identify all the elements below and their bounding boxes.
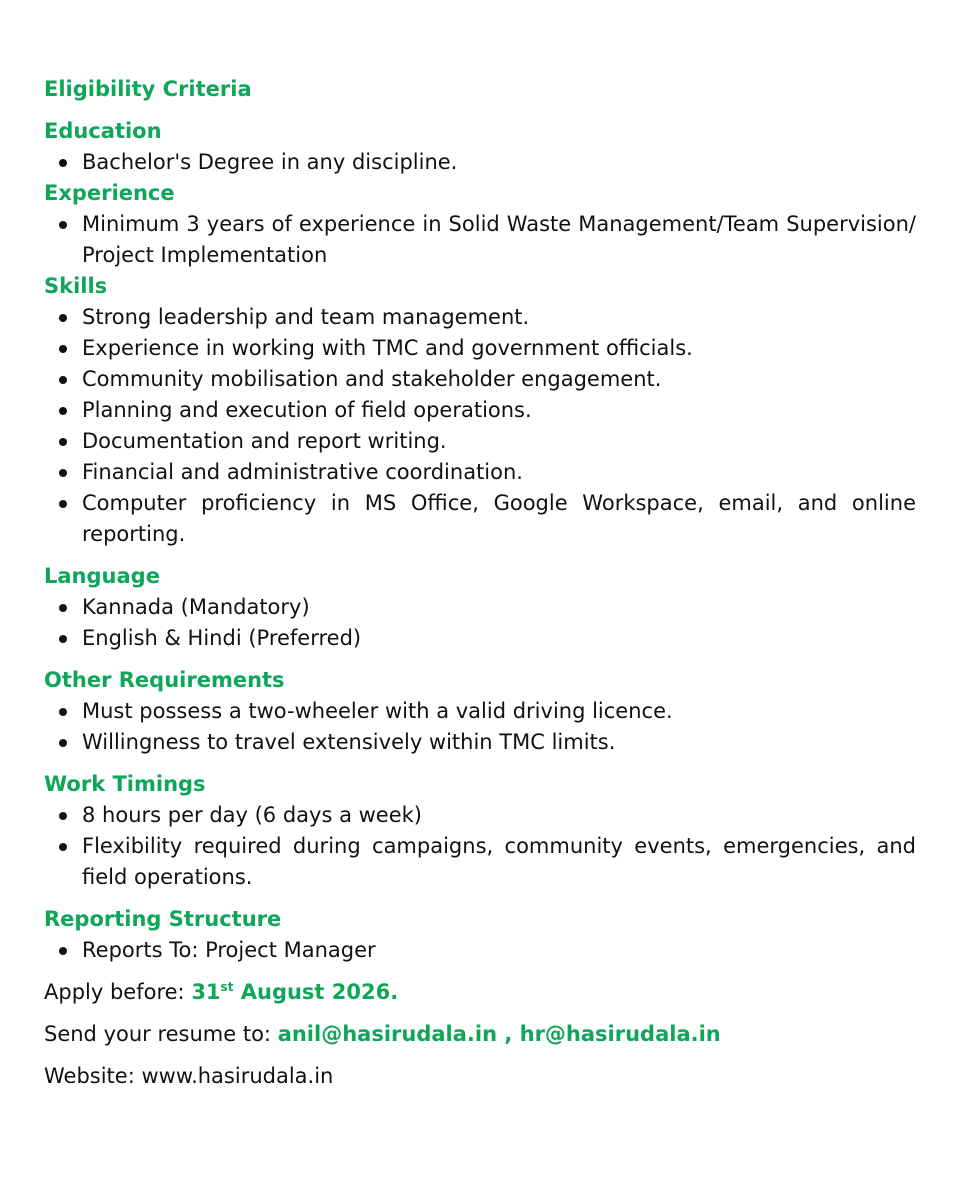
list-item: Strong leadership and team management. bbox=[44, 302, 916, 333]
skills-heading: Skills bbox=[44, 274, 108, 298]
other-requirements-list bbox=[44, 696, 916, 758]
skills-list bbox=[44, 302, 916, 550]
list-item: Financial and administrative coordination. bbox=[44, 457, 916, 488]
reporting-list bbox=[44, 935, 916, 966]
list-item: 8 hours per day (6 days a week) bbox=[44, 800, 916, 831]
reporting-heading: Reporting Structure bbox=[44, 907, 282, 931]
list-item: Reports To: Project Manager bbox=[44, 935, 916, 966]
eligibility-title: Eligibility Criteria bbox=[44, 77, 252, 101]
work-timings-section bbox=[44, 769, 916, 893]
other-requirements-section bbox=[44, 665, 916, 758]
other-requirements-heading: Other Requirements bbox=[44, 668, 285, 692]
apply-before-line bbox=[44, 977, 916, 1008]
skills-section bbox=[44, 271, 916, 550]
deadline-month-year: August 2026. bbox=[233, 980, 399, 1004]
list-item: English & Hindi (Preferred) bbox=[44, 623, 916, 654]
website-link[interactable]: www.hasirudala.in bbox=[141, 1064, 334, 1088]
eligibility-content bbox=[44, 74, 916, 1103]
send-resume-line bbox=[44, 1019, 916, 1050]
language-section bbox=[44, 561, 916, 654]
work-timings-list bbox=[44, 800, 916, 893]
list-item: Minimum 3 years of experience in Solid Waste Management/Team Supervision/ Project Implementation bbox=[44, 209, 916, 271]
deadline-day-suffix: st bbox=[220, 980, 234, 994]
list-item: Kannada (Mandatory) bbox=[44, 592, 916, 623]
website-label: Website: bbox=[44, 1064, 142, 1088]
list-item: Experience in working with TMC and government officials. bbox=[44, 333, 916, 364]
experience-section bbox=[44, 178, 916, 271]
deadline-day: 31 bbox=[191, 980, 221, 1004]
send-resume-label: Send your resume to: bbox=[44, 1022, 278, 1046]
experience-list bbox=[44, 209, 916, 271]
education-list bbox=[44, 147, 916, 178]
language-list bbox=[44, 592, 916, 654]
work-timings-heading: Work Timings bbox=[44, 772, 206, 796]
apply-before-label: Apply before: bbox=[44, 980, 192, 1004]
list-item: Must possess a two-wheeler with a valid driving licence. bbox=[44, 696, 916, 727]
list-item: Flexibility required during campaigns, community events, emergencies, and field operations. bbox=[44, 831, 916, 893]
list-item: Computer proficiency in MS Office, Google Workspace, email, and online reporting. bbox=[44, 488, 916, 550]
list-item: Documentation and report writing. bbox=[44, 426, 916, 457]
list-item: Planning and execution of field operations. bbox=[44, 395, 916, 426]
language-heading: Language bbox=[44, 564, 160, 588]
list-item: Willingness to travel extensively within TMC limits. bbox=[44, 727, 916, 758]
deadline-date bbox=[191, 980, 398, 1004]
list-item: Bachelor's Degree in any discipline. bbox=[44, 147, 916, 178]
list-item: Community mobilisation and stakeholder engagement. bbox=[44, 364, 916, 395]
experience-heading: Experience bbox=[44, 181, 175, 205]
education-section bbox=[44, 116, 916, 178]
resume-email-links[interactable]: anil@hasirudala.in , hr@hasirudala.in bbox=[277, 1022, 721, 1046]
reporting-section bbox=[44, 904, 916, 966]
website-line bbox=[44, 1061, 916, 1092]
education-heading: Education bbox=[44, 119, 162, 143]
